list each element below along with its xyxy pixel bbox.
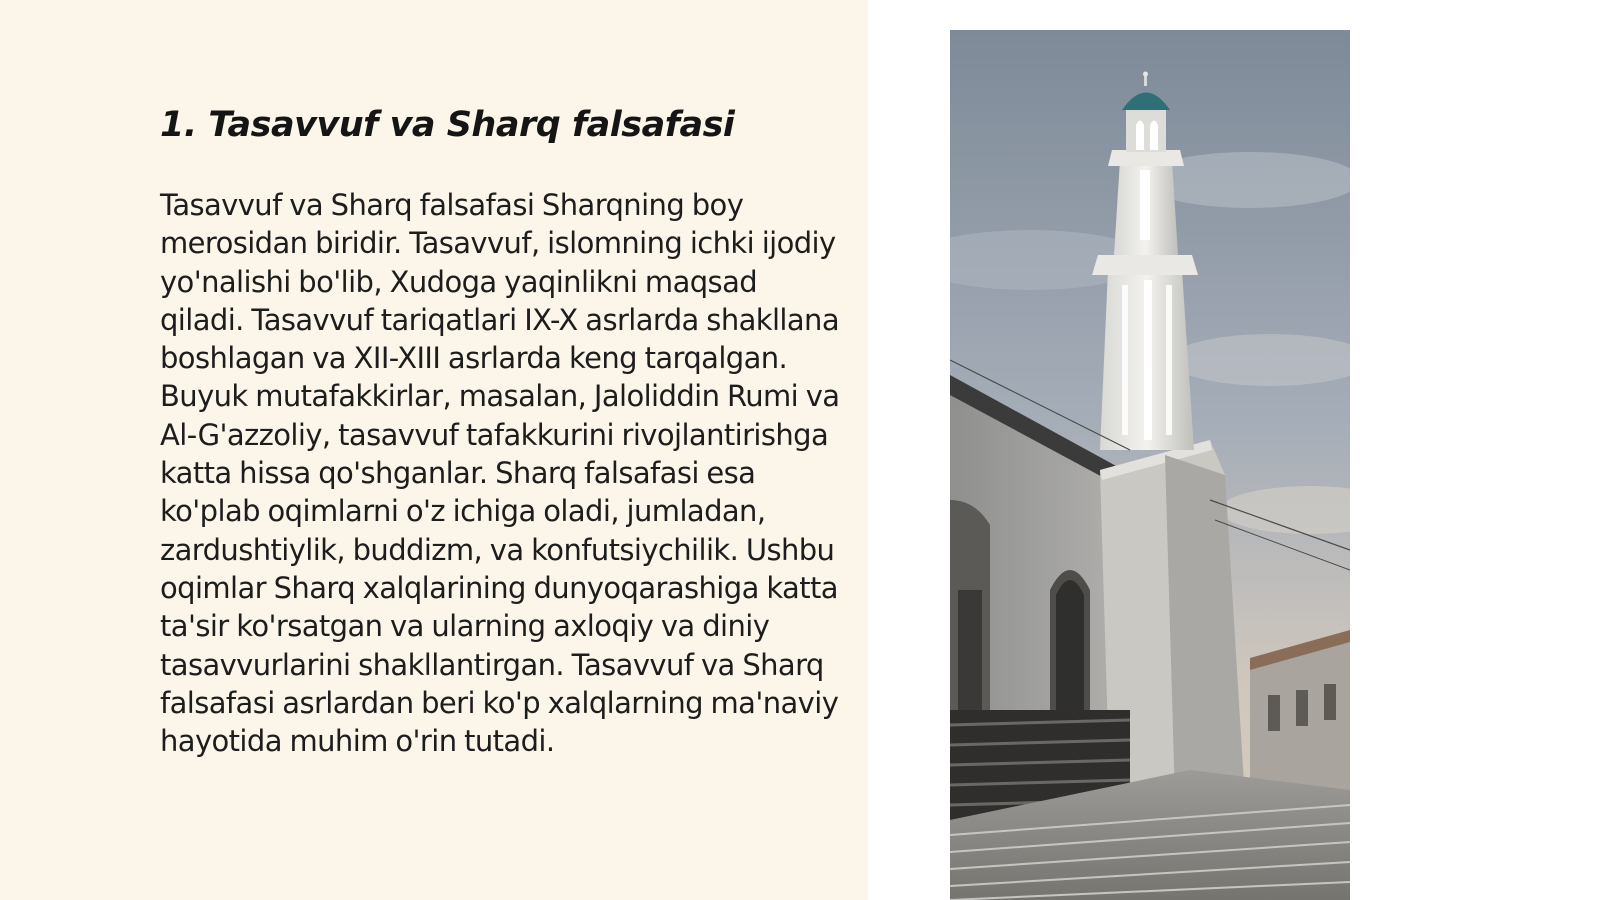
slide-body-text: Tasavvuf va Sharq falsafasi Sharqning boy merosidan biridir. Tasavvuf, islomning ichki ijodiy yo'nalishi bo'lib, Xudoga yaqinlikni maqsad qiladi. Tasavvuf tariqatlari IX-X asrlarda shakllana boshlagan va XII-XIII asrlarda keng tarqalgan. Buyuk mutafakkirlar, masalan, Jaloliddin Rumi va Al-G'azzoliy, tasavvuf tafakkurini rivojlantirishga katta hissa qo'shganlar. Sharq falsafasi esa ko'plab oqimlarni o'z ichiga oladi, jumladan, zardushtiylik, buddizm, va konfutsiychilik. Ushbu oqimlar Sharq xalqlarining dunyoqarashiga katta ta'sir ko'rsatgan va ularning axloqiy va diniy tasavvurlarini shakllantirgan. Tasavvuf va Sharq falsafasi asrlardan beri ko'p xalqlarning ma'naviy hayotida muhim o'rin tutadi. bbox=[160, 188, 840, 759]
mosque-minaret-photo bbox=[950, 30, 1350, 900]
slide-title: 1. Tasavvuf va Sharq falsafasi bbox=[160, 105, 735, 145]
